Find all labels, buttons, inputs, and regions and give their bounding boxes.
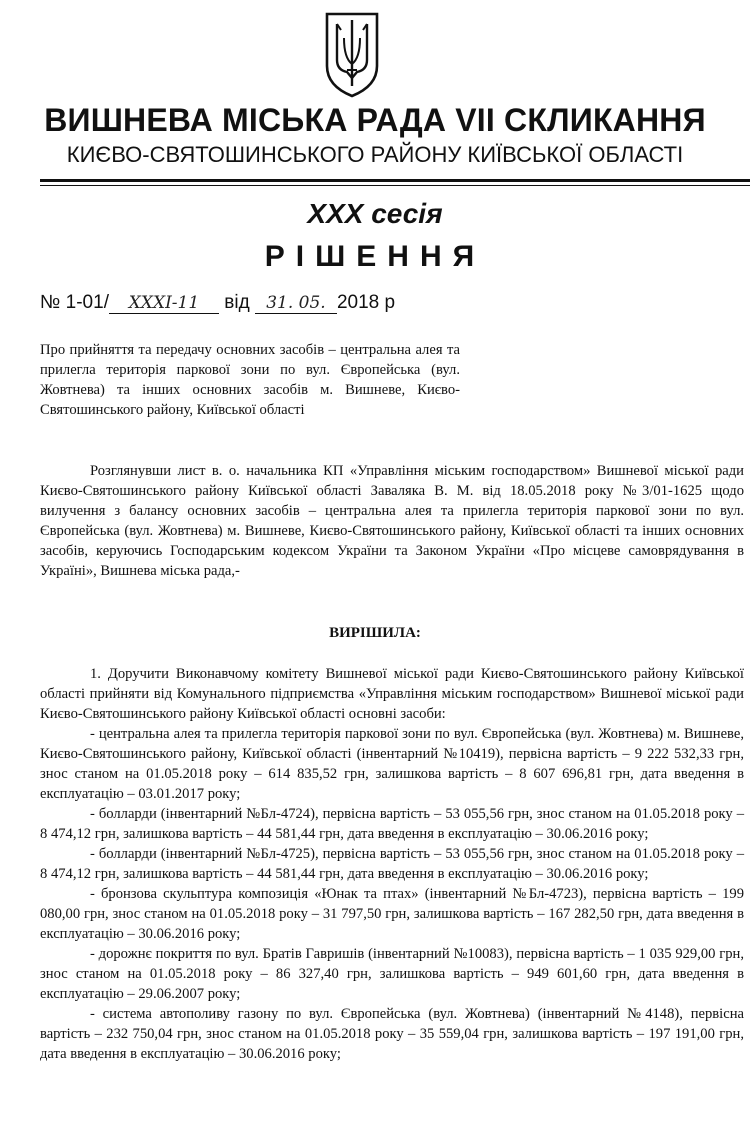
- header-rule-thin: [40, 185, 750, 186]
- date-from-label: від: [224, 292, 250, 313]
- decision-number-prefix: № 1-01/: [40, 292, 109, 313]
- decision-date-handwritten: 31. 05.: [255, 293, 337, 314]
- decision-items: [40, 664, 744, 1064]
- item-paragraph: - болларди (інвентарний №Бл-4725), первісна вартість – 53 055,56 грн, знос станом на 01.05.2018 року – 8 474,12 грн, залишкова вартість – 44 581,44 грн, дата введення в експлуатацію – 30.06.2016 року;: [40, 846, 744, 882]
- item-paragraph: - дорожнє покриття по вул. Братів Гавришів (інвентарний №10083), первісна вартість – 1 035 929,00 грн, знос станом на 01.05.2018 року – 86 327,40 грн, залишкова вартість – 949 601,60 грн, дата введення в експлуатацію – 29.06.2007 року;: [40, 946, 744, 1002]
- decision-number-line: [40, 292, 395, 314]
- item-paragraph: - бронзова скульптура композиція «Юнак та птах» (інвентарний №Бл-4723), первісна вартість – 199 080,00 грн, знос станом на 01.05.2018 року – 31 797,50 грн, залишкова вартість – 167 282,50 грн, дата введення в експлуатацію – 30.06.2016 року;: [40, 886, 744, 942]
- preamble-paragraph: Розглянувши лист в. о. начальника КП «Управління міським господарством» Вишневої міської ради Києво-Святошинського району Київської області Заваляка В. М. від 18.05.2018 року №3/01-1625 щодо вилучення з балансу основних засобів – центральна алея та прилегла територія паркової зони по вул. Європейська (вул. Жовтнева) м. Вишневе, Києво-Святошинського району, Київської області та інших основних засобів, керуючись Господарським кодексом України та Законом України «Про місцеве самоврядування в Україні», Вишнева міська рада,-: [40, 463, 744, 579]
- session-label: XXX сесія: [307, 198, 443, 229]
- decision-year: 2018 р: [336, 292, 396, 313]
- item-paragraph: - центральна алея та прилегла територія паркової зони по вул. Європейська (вул. Жовтнева) м. Вишневе, Києво-Святошинського району, Київської області (інвентарний №10419), первісна вартість – 9 222 532,33 грн, знос станом на 01.05.2018 року – 614 835,52 грн, залишкова вартість – 8 607 696,81 грн, дата введення в експлуатацію – 03.01.2017 року;: [40, 726, 744, 802]
- item-paragraph: - система автополиву газону по вул. Європейська (вул. Жовтнева) (інвентарний №4148), первісна вартість – 232 750,04 грн, знос станом на 01.05.2018 року – 35 559,04 грн, залишкова вартість – 197 191,00 грн, дата введення в експлуатацію – 30.06.2016 року;: [40, 1006, 744, 1062]
- header-rule-thick: [40, 179, 750, 182]
- item-paragraph: 1. Доручити Виконавчому комітету Вишневої міської ради Києво-Святошинського району Київської області прийняти від Комунального підприємства «Управління міським господарством» Вишневої міської ради Києво-Святошинського району Київської області основні засоби:: [40, 666, 744, 722]
- council-title: ВИШНЕВА МІСЬКА РАДА VІІ СКЛИКАННЯ: [44, 102, 706, 138]
- resolved-heading: ВИРІШИЛА:: [329, 625, 421, 641]
- council-subtitle: КИЄВО-СВЯТОШИНСЬКОГО РАЙОНУ КИЇВСЬКОЇ ОБЛАСТІ: [66, 142, 684, 167]
- decision-number-handwritten: XXXI-11: [109, 293, 219, 314]
- decision-title: РІШЕННЯ: [264, 240, 486, 273]
- decision-subject: Про прийняття та передачу основних засобів – центральна алея та прилегла територія паркової зони по вул. Європейська (вул. Жовтнева) та інших основних засобів м. Вишневе, Києво-Святошинського району, Київської області: [40, 342, 460, 418]
- trident-emblem-icon: [323, 8, 381, 98]
- item-paragraph: - болларди (інвентарний №Бл-4724), первісна вартість – 53 055,56 грн, знос станом на 01.05.2018 року – 8 474,12 грн, залишкова вартість – 44 581,44 грн, дата введення в експлуатацію – 30.06.2016 року;: [40, 806, 744, 842]
